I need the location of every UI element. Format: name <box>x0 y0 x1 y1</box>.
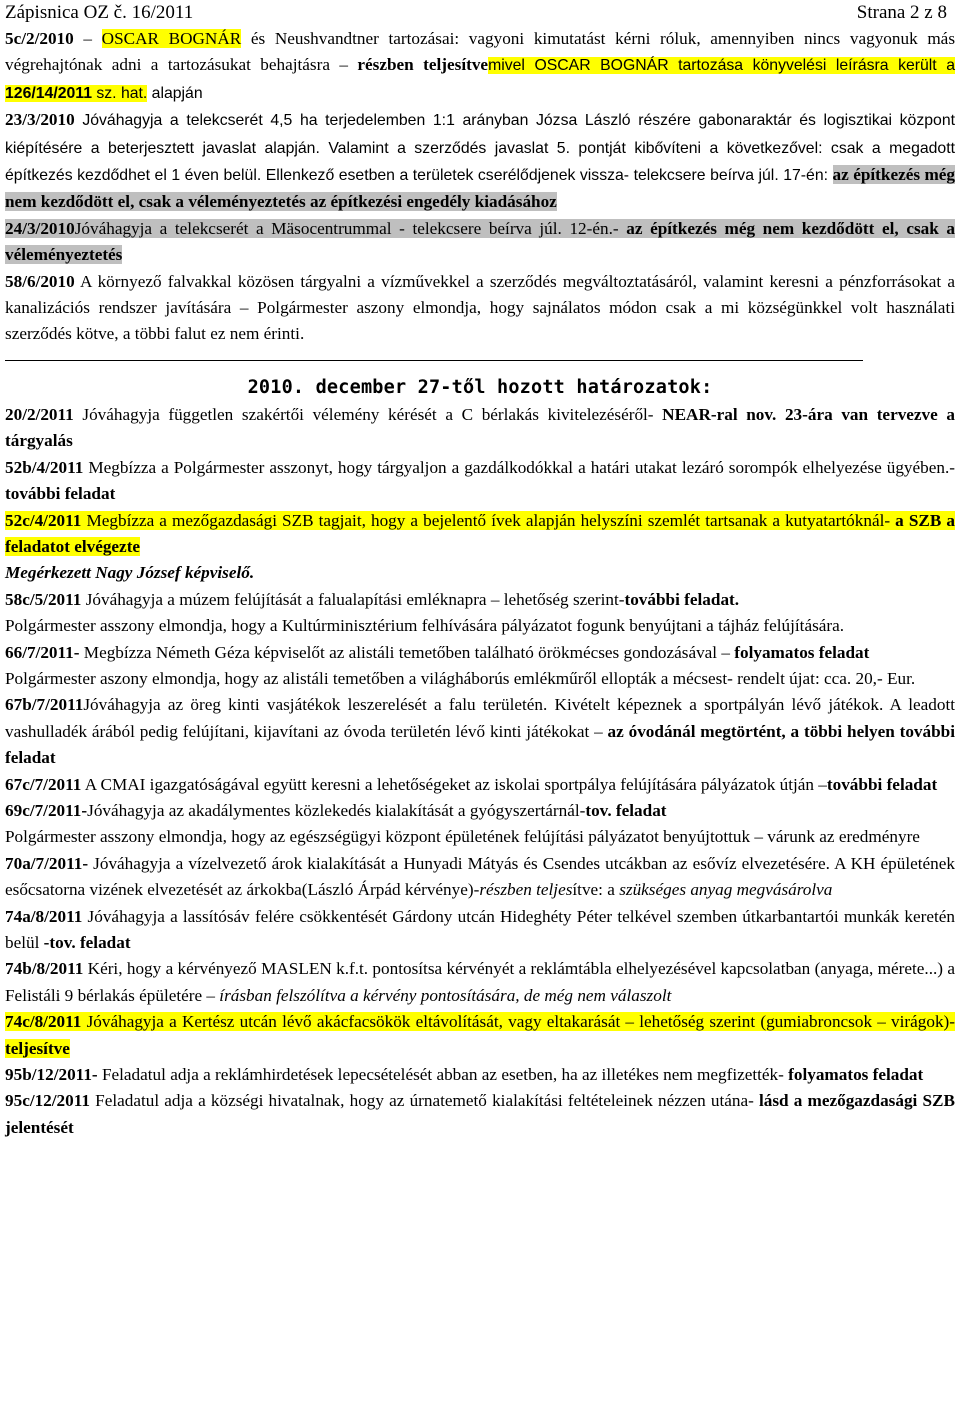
header-title: Zápisnica OZ č. 16/2011 <box>5 2 194 23</box>
resolution-id: 95c/12/2011 <box>5 1091 90 1111</box>
status-text: az óvodánál megtörtént, a többi helyen további feladat <box>5 721 955 768</box>
resolution-74a-8-2011: 74a/8/2011 Jóváhagyja a lassítósáv felére csökkentését Gárdony utcán Hideghéty Péter telkével szemben útkarbantartói munkák keretén belül -tov. feladat <box>5 906 955 952</box>
resolution-id: 69c/7/2011- <box>5 800 88 820</box>
resolution-5c-2-2010: 5c/2/2010 – OSCAR BOGNÁR és Neushvandtner tartozásai: vagyoni kimutatást kérni róluk, amennyiben nincs vagyonuk más végrehajtónak adni a tartozásukat behajtásra – részben teljesítvemivel OSCAR BOGNÁR tartozása könyvelési leírásra került a 126/14/2011 sz. hat. alapján <box>5 29 956 102</box>
status-text: -tov. feladat <box>43 933 131 952</box>
resolution-id: 95b/12/2011- <box>5 1065 98 1085</box>
status-text: az építkezés még nem kezdődött el, csak a véleményeztetés az építkezési engedély kiadásához <box>5 165 955 212</box>
resolution-id: 52c/4/2011 <box>5 510 82 530</box>
resolution-id: 66/7/2011- <box>5 642 80 662</box>
resolution-id: 24/3/2010 <box>5 218 75 238</box>
resolution-id: 58/6/2010 <box>5 271 75 291</box>
resolution-id: 67c/7/2011 <box>5 774 82 794</box>
status-text: teljesítve <box>5 1038 70 1058</box>
status-text: az építkezés még nem kezdődött el, csak a véleményeztetés <box>5 218 956 265</box>
separator-line <box>5 348 955 374</box>
page-number: Strana 2 z 8 <box>856 2 947 23</box>
arrival-note: Megérkezett Nagy József képviselő. <box>5 563 255 583</box>
resolution-69c-7-2011: 69c/7/2011-Jóváhagyja az akadálymentes közlekedés kialakítását a gyógyszertárnál-tov. feladat <box>5 800 667 820</box>
status-text: folyamatos feladat <box>788 1065 924 1085</box>
resolution-70a-7-2011: 70a/7/2011- Jóváhagyja a vízelvezető árok kialakítását a Hunyadi Mátyás és Csendes utcákban az esővíz elvezetésére. A KH épületének esőcsatorna vizének elvezetését az árkokba(László Árpád kérvénye)-részben teljesítve: a szükséges anyag megvásárolva <box>5 853 955 900</box>
highlighted-block: 74c/8/2011 Jóváhagyja a Kertész utcán lévő akácfacsökök eltávolítását, vagy eltakarását – lehetőség szerint (gumiabroncsok – virágok)- teljesítve <box>5 1012 955 1058</box>
status-text: írásban felszólítva a kérvény pontosítás <box>219 985 492 1005</box>
resolution-id: 5c/2/2010 <box>5 29 74 48</box>
status-text: szükséges anyag megvásárolva <box>619 880 833 900</box>
status-text: részben teljesítve <box>357 55 489 75</box>
resolution-95c-12-2011: 95c/12/2011 Feladatul adja a községi hivatalnak, hogy az úrnatemető kialakítási feltételeinek nézzen utána- lásd a mezőgazdasági SZB jelentését <box>5 1091 955 1137</box>
resolution-58-6-2010: 58/6/2010 A környező falvakkal közösen tárgyalni a vízművekkel a szerződés megváltoztatásáról, valamint keresni a pénzforrásokat a kanalizációs rendszer javítására – Polgármester aszony elmondja, hogy sajnálatos módon csak a mi községünkkel volt használati szerződés kötve, a többi falut ez nem érinti. <box>5 271 955 344</box>
resolution-id: 70a/7/2011- <box>5 853 89 873</box>
status-text: lásd a mezőgazdasági SZB jelentését <box>5 1091 955 1137</box>
highlighted-note: mivel OSCAR BOGNÁR tartozása könyvelési leírásra került a 126/14/2011 sz. hat. <box>5 57 955 102</box>
resolution-id: 74c/8/2011 <box>5 1012 82 1032</box>
gray-block: 24/3/2010Jóváhagyja a telekcserét a Mäsocentrummal - telekcsere beírva júl. 12-én.- az építkezés még nem kezdődött el, csak a véleményeztetés <box>5 218 956 265</box>
resolution-52b-4-2011: 52b/4/2011 Megbízza a Polgármester asszonyt, hogy tárgyaljon a gazdálkodókkal a határi utakat lezáró sorompók elhelyezése ügyében.- további feladat <box>5 457 955 504</box>
section-heading: 2010. december 27-től hozott határozatok: <box>247 376 713 398</box>
resolution-23-3-2010: 23/3/2010 Jóváhagyja a telekcserét 4,5 ha terjedelemben 1:1 arányban Józsa László részére gabonaraktár és logisztikai központ kiépítésére a beterjesztett javaslat alapján. Valamint a szerződés javaslat 5. pontját kibővíteni a következővel: csak a megadott építkezés kezdődhet el 1 éven belül. Ellenkező esetben a területek cserélődjenek vissza- telekcsere beírva júl. 17-én: az építkezés még nem kezdődött el, csak a véleményeztetés az építkezési engedély kiadásához <box>5 110 955 212</box>
mayor-note: Polgármester asszony elmondja, hogy az egészségügyi központ épületének felújítási pályázatot benyújtottuk – várunk az eredményre <box>5 827 920 847</box>
status-text: NEAR-ral nov. 23-ára van tervezve a tárgyalás <box>5 404 955 451</box>
resolution-id: 52b/4/2011 <box>5 457 84 477</box>
page-header <box>5 0 955 26</box>
status-text: tov. feladat <box>585 800 667 820</box>
resolution-id: 23/3/2010 <box>5 110 75 130</box>
resolution-74c-8-2011 <box>5 1009 955 1062</box>
resolution-20-2-2011: 20/2/2011 Jóváhagyja független szakértői vélemény kérését a C bérlakás kivitelezéséről- NEAR-ral nov. 23-ára van tervezve a tárgyalás <box>5 404 955 451</box>
resolution-95b-12-2011: 95b/12/2011- Feladatul adja a reklámhirdetések lepecsételését abban az esetben, ha az illetékes nem megfizették- folyamatos feladat <box>5 1065 924 1085</box>
resolution-id: 74b/8/2011 <box>5 959 84 979</box>
mayor-note: Polgármester aszony elmondja, hogy az alistáli temetőben a világháborús emlékműről ellopták a mécsest- rendelt újat: cca. 20,- Eur. <box>5 668 916 688</box>
status-text: további feladat <box>826 774 938 794</box>
resolution-id: 74a/8/2011 <box>5 906 83 926</box>
resolution-id: 20/2/2011 <box>5 404 74 424</box>
resolution-67c-7-2011: 67c/7/2011 A CMAI igazgatóságával együtt keresni a lehetőségeket az iskolai sportpálya felújítására pályázatok útján –további feladat <box>5 774 938 794</box>
status-text: folyamatos feladat <box>734 642 870 662</box>
resolution-58c-5-2011: 58c/5/2011 Jóváhagyja a múzem felújítását a falualapítási emléknapra – lehetőség szerint-további feladat. <box>5 589 740 609</box>
resolution-74b-8-2011: 74b/8/2011 Kéri, hogy a kérvényező MASLEN k.f.t. pontosítsa kérvényét a reklámtábla elhelyezésével kapcsolatban (anyaga, mérete...) a Felistáli 9 bérlakás épületére – írásban felszólítva a kérvény pontosítására, de még nem válaszolt <box>5 959 955 1005</box>
resolution-67b-7-2011: 67b/7/2011Jóváhagyja az öreg kinti vasjátékok leszerelését a falu területén. Kivételt képeznek a sportpályán lévő játékok. A leadott vashulladék árából pedig felújítani, kijavítani az óvoda területén lévő kinti játékokat – az óvodánál megtörtént, a többi helyen további feladat <box>5 695 955 768</box>
resolution-id: 58c/5/2011 <box>5 589 82 609</box>
status-text: további feladat. <box>624 589 740 609</box>
resolution-id: 67b/7/2011 <box>5 695 84 715</box>
status-text: további feladat <box>5 484 116 504</box>
highlighted-name: OSCAR BOGNÁR <box>101 29 242 48</box>
status-text: részben teljes <box>479 880 573 900</box>
document-page <box>5 0 955 1141</box>
resolution-24-3-2010 <box>5 216 955 269</box>
mayor-note: Polgármester asszony elmondja, hogy a Kultúrminisztérium felhívására pályázatot fogunk benyújtani a tájház felújítására. <box>5 616 845 636</box>
resolution-66-7-2011: 66/7/2011- Megbízza Németh Géza képviselőt az alistáli temetőben található örökmécses gondozásával – folyamatos feladat <box>5 642 870 662</box>
highlighted-block: 52c/4/2011 Megbízza a mezőgazdasági SZB tagjait, hogy a bejelentő ívek alapján helyszíni szemlét tartsanak a kutyatartóknál- a SZB a feladatot elvégezte <box>5 510 955 556</box>
status-text: a SZB a feladatot elvégezte <box>5 510 955 556</box>
resolution-52c-4-2011 <box>5 508 955 561</box>
